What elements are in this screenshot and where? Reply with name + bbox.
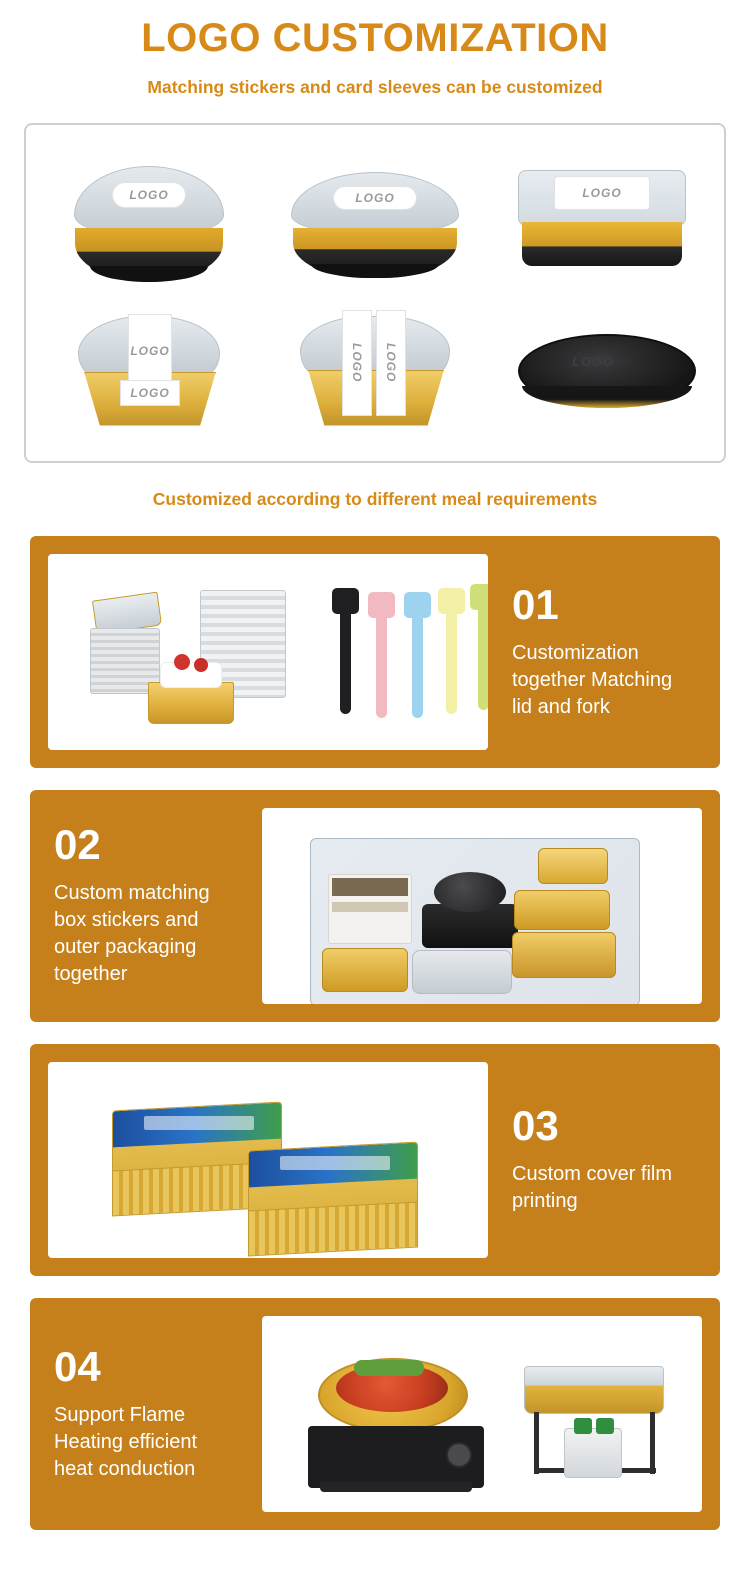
logo-label [333,186,417,210]
logo-label [128,314,172,388]
logo-text: LOGO [130,385,170,400]
feature-item-01 [30,536,720,768]
logo-label-secondary [376,310,406,416]
feature-number: 02 [54,821,101,868]
gallery-item [44,144,254,289]
gallery-caption: Customized according to different meal requirements [152,489,598,509]
feature-media-02 [262,808,702,1004]
logo-label [342,310,372,416]
logo-text: LOGO [572,353,615,369]
feature-media-03 [48,1062,488,1258]
logo-label [112,182,186,208]
feature-description: Customization together Matching lid and fork [512,641,673,718]
feature-text-03 [506,1102,702,1215]
gallery-item [270,298,480,443]
feature-number: 01 [512,580,559,628]
gallery-item [44,298,254,443]
logo-text: LOGO [129,187,169,202]
feature-item-02 [30,790,720,1022]
feature-text-04 [48,1342,244,1483]
gallery-item [270,144,480,289]
feature-number: 03 [512,1102,559,1149]
logo-text: LOGO [384,342,398,383]
gallery-row-bottom [36,293,714,447]
gallery-item [496,298,706,443]
feature-text-01 [506,580,702,721]
logo-label [554,176,650,210]
logo-text: LOGO [582,185,622,200]
feature-description: Support Flame Heating efficient heat conduction [54,1403,198,1480]
logo-text: LOGO [130,343,170,358]
page-subtitle: Matching stickers and card sleeves can be customized [147,77,603,97]
feature-item-03 [30,1044,720,1276]
logo-text: LOGO [355,190,395,205]
logo-label-secondary [120,380,180,406]
gallery-row-top [36,139,714,293]
feature-media-01 [48,554,488,750]
feature-description: Custom matching box stickers and outer packaging together [54,882,210,985]
feature-number: 04 [54,1342,101,1390]
feature-item-04 [30,1298,720,1530]
logo-text: LOGO [350,342,364,383]
logo-gallery [24,123,726,463]
feature-text-02 [48,821,244,988]
feature-description: Custom cover film printing [512,1163,673,1212]
feature-list [0,536,750,1530]
feature-media-04 [262,1316,702,1512]
gallery-item [496,144,706,289]
page-title: LOGO CUSTOMIZATION [141,16,609,60]
